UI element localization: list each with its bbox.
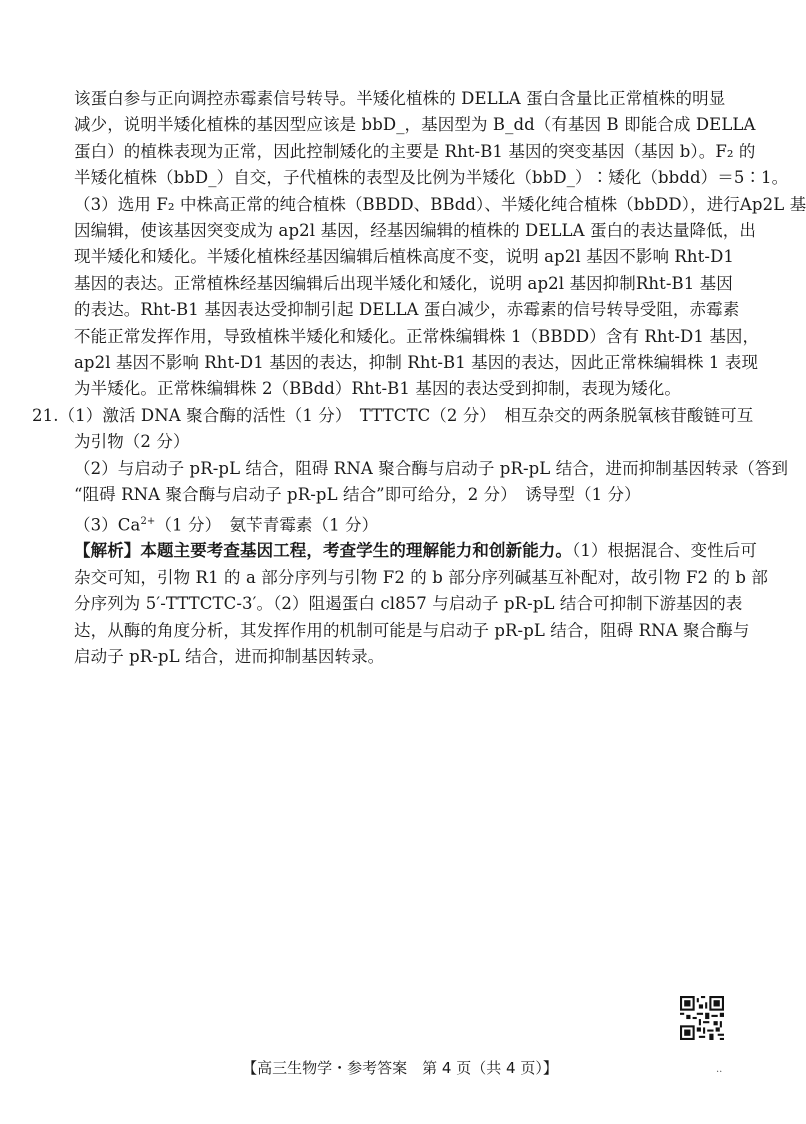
text-line: 分序列为 5′-TTTCTC-3′。（2）阻遏蛋白 cl857 与启动子 pR-pL 结合可抑制下游基因的表 xyxy=(74,594,743,614)
text-line: 基因的表达。正常植株经基因编辑后出现半矮化和矮化，说明 ap2l 基因抑制Rht-B1 基因 xyxy=(74,273,733,293)
text-line: 蛋白）的植株表现为正常，因此控制矮化的主要是 Rht-B1 基因的突变基因（基因 b）。F₂ 的 xyxy=(74,141,756,161)
text-line: 半矮化植株（bbD_）自交，子代植株的表型及比例为半矮化（bbD_）∶矮化（bbdd）＝5∶1。 xyxy=(74,168,789,188)
qr-code-icon xyxy=(680,996,724,1040)
page-footer: 【高三生物学・参考答案 第 4 页（共 4 页）】 xyxy=(242,1059,558,1077)
text-line: 不能正常发挥作用，导致植株半矮化和矮化。正常株编辑株 1（BBDD）含有 Rht-D1 基因， xyxy=(74,326,760,346)
question-21-line xyxy=(32,403,754,429)
text-line: 的表达。Rht-B1 基因表达受抑制引起 DELLA 蛋白减少，赤霉素的信号转导受阻，赤霉素 xyxy=(74,300,740,320)
answer-part-3: $(3)Ca^{2+}(1$ 分） 氨苄青霉素（1 分） xyxy=(74,515,379,534)
answer-part-1: （1）激活 DNA 聚合酶的活性（1 分） TTTCTC（2 分） 相互杂交的两条脱氧核苷酸链可互 xyxy=(58,405,754,425)
text-line: （2）与启动子 pR-pL 结合，阻碍 RNA 聚合酶与启动子 pR-pL 结合，进而抑制基因转录（答到 xyxy=(74,458,789,478)
text-line: （3）选用 F₂ 中株高正常的纯合植株（BBDD、BBdd）、半矮化纯合植株（bbDD），进行Ap2L 基 xyxy=(74,194,806,214)
text-line: “阻碍 RNA 聚合酶与启动子 pR-pL 结合”即可给分，2 分） 诱导型（1 分） xyxy=(74,485,641,505)
text-line: 现半矮化和矮化。半矮化植株经基因编辑后植株高度不变，说明 ap2l 基因不影响 Rht-D1 xyxy=(74,247,734,267)
corner-mark: .. xyxy=(716,1064,723,1075)
text-line: 为半矮化。正常株编辑株 2（BBdd）Rht-B1 基因的表达受到抑制，表现为矮化。 xyxy=(74,379,681,399)
text-line: 减少，说明半矮化植株的基因型应该是 bbD_，基因型为 B_dd（有基因 B 即能合成 DELLA xyxy=(74,115,756,135)
text-line: 因编辑，使该基因突变成为 ap2l 基因，经基因编辑的植株的 DELLA 蛋白的表达量降低，出 xyxy=(74,221,756,241)
text-line: 为引物（2 分） xyxy=(74,432,190,452)
text-line: 启动子 pR-pL 结合，进而抑制基因转录。 xyxy=(74,647,385,667)
analysis-heading: 【解析】本题主要考查基因工程，考查学生的理解能力和创新能力。 xyxy=(74,541,572,561)
analysis-line: 【解析】本题主要考查基因工程，考查学生的理解能力和创新能力。（1）根据混合、变性后可 xyxy=(74,541,757,561)
text-line: ap2l 基因不影响 Rht-D1 基因的表达，抑制 Rht-B1 基因的表达，因此正常株编辑株 1 表现 xyxy=(74,353,759,373)
answer-text xyxy=(32,86,806,670)
question-number: 21. xyxy=(32,405,59,425)
text-line: 杂交可知，引物 R1 的 a 部分序列与引物 F2 的 b 部分序列碱基互补配对，故引物 F2 的 b 部 xyxy=(74,567,769,587)
text-line: 达，从酶的角度分析，其发挥作用的机制可能是与启动子 pR-pL 结合，阻碍 RNA 聚合酶与 xyxy=(74,620,750,640)
text-line: 该蛋白参与正向调控赤霉素信号转导。半矮化植株的 DELLA 蛋白含量比正常植株的明显 xyxy=(74,89,726,108)
